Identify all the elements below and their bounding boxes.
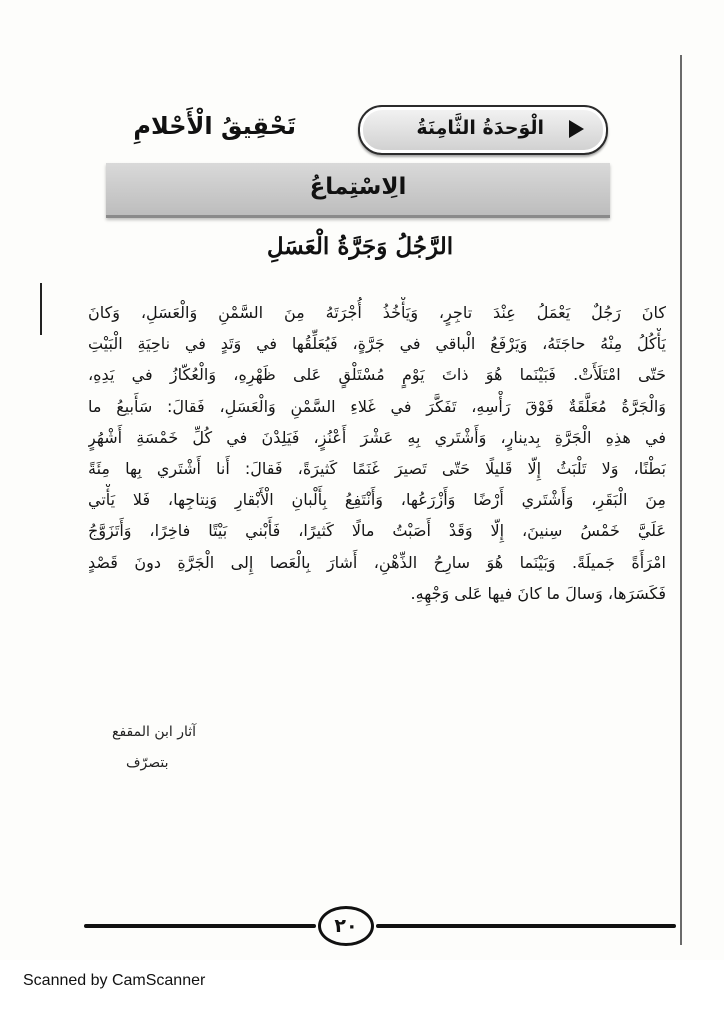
play-arrow-icon — [564, 117, 588, 141]
scanner-strip — [0, 960, 724, 1024]
source-author: آثار ابن المقفع — [112, 724, 197, 740]
page-number: ٢٠ — [334, 915, 358, 937]
source-attribution — [112, 724, 196, 740]
story-line: وَالْجَرَّةُ مُعَلَّقَةٌ فَوْقَ رَأْسِهِ، تَفَكَّرَ في غَلاءِ السَّمْنِ وَالْعَسَلِ، فَقالَ: سَأَبيعُ ما — [88, 396, 666, 416]
source-note: بتصرّف — [126, 755, 169, 771]
page-number-badge — [318, 906, 374, 946]
unit-title: تَحْقِيقُ الْأَحْلامِ — [133, 112, 296, 140]
story-line: فَكَسَرَها، وَسالَ ما كانَ فيها عَلى وَجْهِهِ. — [410, 583, 666, 603]
scanner-watermark: Scanned by CamScanner — [23, 972, 206, 989]
story-line: امْرَأَةً جَميلَةً. وَبَيْنَما هُوَ سارِحُ الذِّهْنِ، أَشارَ بِالْعَصا إِلى الْجَرَّةِ دونَ قَصْدٍ — [88, 552, 666, 572]
footer-rule-right — [376, 924, 676, 928]
story-line: بَطْنًا، وَلا تَلْبَثُ إِلّا قَليلًا حَتّى تَصيرَ غَنَمًا كَثيرَةً، فَقالَ: أَنا أَشْتَري بِها مِئَةً — [88, 458, 666, 478]
section-label: الِاسْتِماعُ — [309, 174, 407, 200]
story-body — [88, 297, 666, 609]
story-title: الرَّجُلُ وَجَرَّةُ الْعَسَلِ — [266, 233, 454, 260]
margin-mark — [40, 283, 42, 335]
source-note-block — [126, 755, 169, 771]
story-line: كانَ رَجُلٌ يَعْمَلُ عِنْدَ تاجِرٍ، وَيَأْخُذُ أُجْرَتَهُ مِنَ السَّمْنِ وَالْعَسَلِ، وَكانَ — [88, 303, 666, 322]
footer-rule-left — [84, 924, 316, 928]
unit-label-pill — [358, 105, 608, 155]
section-banner — [106, 163, 610, 218]
story-line: حَتّى امْتَلَأَتْ. فَبَيْنَما هُوَ ذاتَ يَوْمٍ مُسْتَلْقٍ عَلى ظَهْرِهِ، وَالْعُكّازُ في يَدِهِ، — [88, 365, 666, 385]
story-line: يَأْكُلُ مِنْهُ حاجَتَهُ، وَيَرْفَعُ الْباقي في جَرَّةٍ، فَيُعَلِّقُها في وَتَدٍ في ناحِيَةِ الْبَيْتِ — [88, 334, 666, 354]
unit-label: الْوَحدَةُ الثَّامِنَةُ — [416, 117, 544, 139]
story-line: في هذِهِ الْجَرَّةِ بِدينارٍ، وَأَشْتَري بِهِ عَشْرَ أَعْنُزٍ، فَيَلِدْنَ في كُلِّ خَمْسَةِ أَشْهُرٍ — [88, 427, 666, 447]
story-line: عَلَيَّ خَمْسُ سِنينَ، إِلّا وَقَدْ أَصَبْتُ مالًا كَثيرًا، فَأَبْني بَيْتًا فاخِرًا، وَأَتَزَوَّجُ — [88, 521, 666, 541]
story-line: مِنَ الْبَقَرِ، وَأَشْتَري أَرْضًا وَأَزْرَعُها، وَأَنْتَفِعُ بِأَلْبانِ الْأَبْقارِ وَنِتاجِها، فَلا يَأْتي — [88, 490, 666, 510]
page-edge-line — [680, 55, 682, 945]
